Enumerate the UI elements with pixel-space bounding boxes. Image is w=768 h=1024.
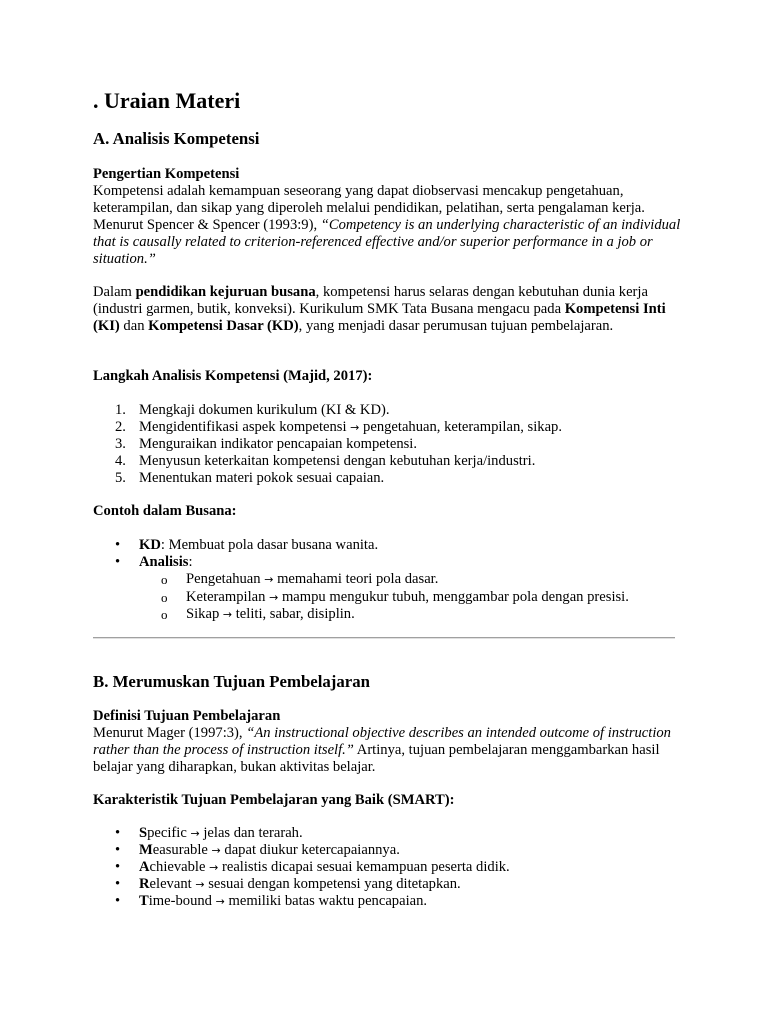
vocational-text-1: Dalam: [93, 284, 136, 300]
circle-bullet-icon: o: [161, 607, 168, 622]
smart-desc: memiliki batas waktu pencapaian.: [224, 893, 428, 909]
bullet-icon: •: [115, 859, 121, 875]
list-item-text: Menyusun keterkaitan kompetensi dengan kebutuhan kerja/industri.: [139, 453, 536, 469]
list-item-text-after: mampu mengukur tubuh, menggambar pola dengan presisi.: [278, 588, 629, 605]
list-item: [93, 419, 683, 436]
analysis-steps-list: [93, 402, 683, 487]
analysis-colon: :: [188, 554, 193, 570]
kd-label: KD: [139, 537, 161, 553]
circle-bullet-icon: o: [161, 572, 168, 587]
list-number: 3.: [115, 436, 126, 452]
vocational-text-4: , yang menjadi dasar perumusan tujuan pembelajaran.: [298, 318, 614, 334]
page-title: . Uraian Materi: [93, 88, 241, 113]
analysis-label: Analisis: [139, 554, 189, 570]
objective-definition-subheading: Definisi Tujuan Pembelajaran: [93, 708, 281, 724]
list-item-text: Mengkaji dokumen kurikulum (KI & KD).: [139, 402, 390, 418]
arrow-right-icon: →: [211, 844, 221, 857]
list-number: 5.: [115, 470, 126, 486]
competency-definition-text: Kompetensi adalah kemampuan seseorang yang dapat diobservasi mencakup pengetahuan, keterampilan, dan sikap yang diperoleh melalui pendidikan, pelatihan, serta pengalaman kerja. Menurut Spencer & Spencer (1993:9),: [93, 183, 645, 233]
list-number: 1.: [115, 402, 126, 418]
list-number: 4.: [115, 453, 126, 469]
smart-desc: jelas dan terarah.: [199, 825, 303, 841]
list-item-text: Sikap: [186, 606, 223, 622]
smart-word: chievable: [149, 859, 210, 875]
bullet-icon: •: [115, 876, 121, 892]
vocational-text-2: , kompetensi harus selaras dengan kebutuhan dunia kerja (industri garmen, butik, konveksi). Kurikulum SMK Tata Busana mengacu pada: [93, 284, 648, 317]
list-item: [93, 893, 683, 910]
list-item-text: Keterampilan: [186, 588, 270, 605]
section-a-heading: A. Analisis Kompetensi: [93, 129, 260, 148]
kd-text: : Membuat pola dasar busana wanita.: [160, 537, 379, 553]
arrow-right-icon: →: [209, 861, 219, 874]
vocational-text-3: dan: [119, 318, 149, 334]
smart-letter: M: [139, 842, 153, 858]
bullet-icon: •: [115, 842, 121, 858]
mager-text-1: Menurut Mager (1997:3),: [93, 725, 247, 741]
circle-bullet-icon: o: [161, 589, 168, 605]
list-item: [93, 453, 683, 470]
analysis-steps-title: Langkah Analisis Kompetensi (Majid, 2017):: [93, 368, 373, 384]
list-item: [93, 571, 683, 589]
kd-emphasis: Kompetensi Dasar (KD): [148, 318, 299, 334]
smart-letter: T: [139, 893, 149, 909]
list-item-text-after: memahami teori pola dasar.: [273, 571, 439, 587]
bullet-icon: •: [115, 825, 121, 841]
arrow-right-icon: →: [264, 573, 274, 586]
analysis-steps-subheading: [93, 368, 683, 385]
list-item: [93, 825, 683, 842]
list-item: [93, 859, 683, 876]
example-title: Contoh dalam Busana:: [93, 503, 237, 519]
spencer-quote: “Competency is an underlying characteristic of an individual that is causally related to criterion-referenced effective and/or superior performance in a job or situation.”: [93, 217, 681, 267]
list-item: [93, 842, 683, 859]
arrow-right-icon: →: [195, 878, 205, 891]
bullet-icon: •: [115, 554, 121, 570]
list-item: [93, 876, 683, 893]
smart-letter: S: [139, 825, 148, 841]
arrow-right-icon: →: [215, 895, 225, 908]
list-item: [93, 470, 683, 487]
arrow-right-icon: →: [222, 608, 233, 621]
smart-word: elevant: [149, 876, 196, 892]
horizontal-divider: [93, 637, 675, 639]
example-subheading: [93, 503, 683, 520]
smart-desc: dapat diukur ketercapaiannya.: [220, 842, 400, 858]
smart-subheading: [93, 792, 683, 809]
list-item: [93, 554, 683, 571]
list-item-text: Menguraikan indikator pencapaian kompetensi.: [139, 436, 418, 452]
list-item: [93, 436, 683, 453]
competency-definition: [93, 166, 683, 268]
smart-letter: A: [139, 859, 150, 875]
arrow-right-icon: →: [350, 421, 360, 434]
mager-text-2: Artinya, tujuan pembelajaran menggambarkan hasil belajar yang diharapkan, bukan aktivitas belajar.: [93, 742, 660, 775]
list-item: [93, 537, 683, 554]
smart-title: Karakteristik Tujuan Pembelajaran yang Baik (SMART):: [93, 792, 455, 808]
bullet-icon: •: [115, 893, 121, 909]
list-item: [93, 606, 683, 624]
analysis-sublist: [93, 571, 683, 624]
list-item-text-after: teliti, sabar, disiplin.: [232, 606, 355, 622]
smart-word: easurable: [152, 842, 212, 858]
list-item: [93, 589, 683, 607]
smart-word: pecific: [147, 825, 191, 841]
vocational-paragraph: [93, 284, 683, 335]
smart-letter: R: [139, 876, 150, 892]
smart-desc: sesuai dengan kompetensi yang ditetapkan.: [204, 876, 461, 892]
mager-quote: “An instructional objective describes an intended outcome of instruction rather than the process of instruction itself.”: [93, 725, 671, 758]
bullet-icon: •: [115, 537, 121, 553]
arrow-right-icon: →: [190, 827, 200, 840]
list-number: 2.: [115, 419, 126, 435]
list-item-text: Mengidentifikasi aspek kompetensi: [139, 419, 351, 435]
list-item-text: Menentukan materi pokok sesuai capaian.: [139, 470, 385, 486]
objective-definition-paragraph: [93, 725, 683, 776]
list-item-text-after: pengetahuan, keterampilan, sikap.: [359, 419, 563, 435]
example-list: [93, 537, 683, 571]
vocational-emphasis-1: pendidikan kejuruan busana: [135, 284, 316, 300]
arrow-right-icon: →: [269, 590, 279, 604]
list-item: [93, 402, 683, 419]
list-item-text: Pengetahuan: [186, 571, 265, 587]
objective-definition: [93, 708, 683, 776]
section-b-heading: B. Merumuskan Tujuan Pembelajaran: [93, 672, 370, 691]
smart-list: [93, 825, 683, 910]
smart-desc: realistis dicapai sesuai kemampuan peserta didik.: [218, 859, 510, 875]
competency-definition-subheading: Pengertian Kompetensi: [93, 166, 240, 182]
ki-emphasis: Kompetensi Inti (KI): [93, 301, 666, 334]
smart-word: ime-bound: [148, 893, 216, 909]
competency-definition-paragraph: [93, 183, 683, 268]
